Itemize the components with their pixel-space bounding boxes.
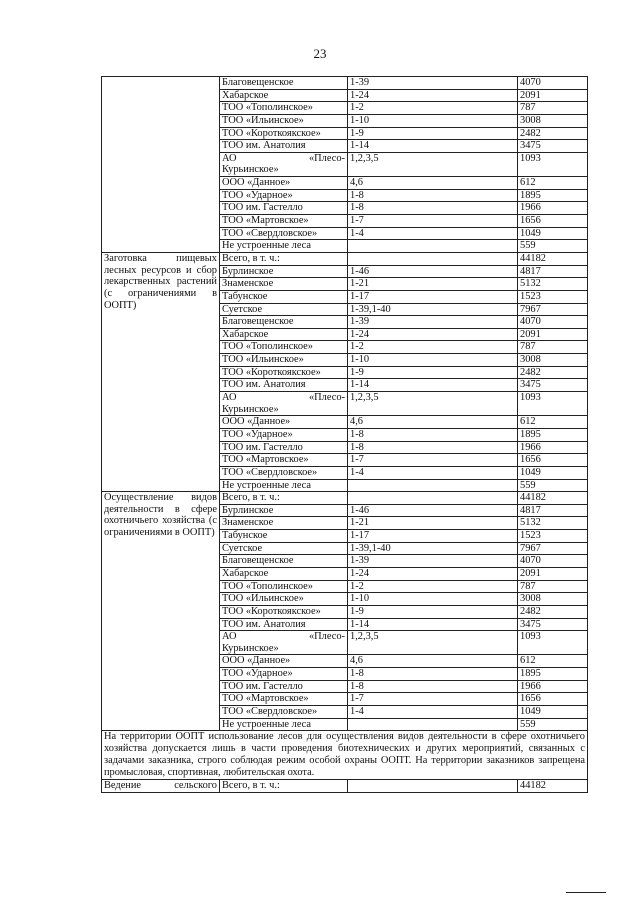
quarter-numbers: 1-10 (348, 114, 518, 127)
area-ha: 2091 (518, 567, 588, 580)
area-ha: 787 (518, 341, 588, 354)
area-name: ТОО «Тополинское» (220, 102, 348, 115)
area-name: Знаменское (220, 517, 348, 530)
area-ha: 1895 (518, 189, 588, 202)
quarter-numbers: 1-8 (348, 668, 518, 681)
area-ha: 1966 (518, 680, 588, 693)
quarter-numbers (348, 492, 518, 505)
area-ha: 3475 (518, 618, 588, 631)
signature-line (566, 892, 606, 893)
area-ha: 1049 (518, 227, 588, 240)
quarter-numbers (348, 718, 518, 731)
area-ha: 1895 (518, 668, 588, 681)
area-name: ТОО «Ударное» (220, 668, 348, 681)
quarter-numbers: 1-8 (348, 202, 518, 215)
area-name: Благовещенское (220, 555, 348, 568)
area-ha: 2482 (518, 127, 588, 140)
area-ha: 1966 (518, 202, 588, 215)
area-name: ТОО «Ильинское» (220, 593, 348, 606)
area-ha: 559 (518, 718, 588, 731)
area-name: Табунское (220, 530, 348, 543)
area-ha: 7967 (518, 542, 588, 555)
area-ha: 5132 (518, 278, 588, 291)
total-row (102, 492, 588, 505)
area-ha: 4817 (518, 504, 588, 517)
area-name: Суетское (220, 542, 348, 555)
activity-name: Заготовка пищевых лесных ресурсов и сбор лекарственных растений (с ограничениями в ООПТ) (102, 252, 220, 491)
area-ha: 1523 (518, 290, 588, 303)
activity-name-text: Ведение сельского (104, 780, 217, 792)
area-name: ТОО «Мартовское» (220, 454, 348, 467)
area-ha: 612 (518, 416, 588, 429)
note-text: На территории ООПТ использование лесов для осуществления видов деятельности в сфере охотничьего хозяйства допускается лишь в части проведения биотехнических и других мероприятий, связанных с задачами заказника, строго соблюдая режим особой охраны ООПТ. На территории заказников запрещена промысловая, спортивная, любительская охота. (102, 731, 588, 780)
area-name: ТОО «Тополинское» (220, 580, 348, 593)
area-name: Благовещенское (220, 77, 348, 90)
area-ha: 2091 (518, 328, 588, 341)
area-ha: 1656 (518, 693, 588, 706)
quarter-numbers: 1-2 (348, 341, 518, 354)
quarter-numbers: 1,2,3,5 (348, 631, 518, 655)
quarter-numbers: 1-10 (348, 354, 518, 367)
area-ha: 1093 (518, 631, 588, 655)
quarter-numbers: 1-7 (348, 215, 518, 228)
quarter-numbers: 1-39,1-40 (348, 303, 518, 316)
quarter-numbers (348, 780, 518, 793)
area-name: ТОО «Тополинское» (220, 341, 348, 354)
activity-continued (102, 77, 220, 253)
area-ha: 1656 (518, 454, 588, 467)
total-area: 44182 (518, 492, 588, 505)
quarter-numbers: 1-7 (348, 454, 518, 467)
area-name: ТОО им. Анатолия (220, 140, 348, 153)
quarter-numbers: 1-39 (348, 555, 518, 568)
quarter-numbers: 1,2,3,5 (348, 392, 518, 416)
area-ha: 2482 (518, 605, 588, 618)
area-name: ТОО «Ильинское» (220, 354, 348, 367)
area-name: Хабарское (220, 328, 348, 341)
area-name: ТОО «Короткоякское» (220, 127, 348, 140)
area-ha: 1093 (518, 152, 588, 176)
total-label: Всего, в т. ч.: (220, 252, 348, 265)
area-name: ТОО им. Анатолия (220, 379, 348, 392)
area-ha: 1523 (518, 530, 588, 543)
quarter-numbers: 1-39,1-40 (348, 542, 518, 555)
area-name: Благовещенское (220, 316, 348, 329)
quarter-numbers: 1-39 (348, 77, 518, 90)
area-name: ТОО им. Гастелло (220, 441, 348, 454)
quarter-numbers: 1-7 (348, 693, 518, 706)
area-ha: 4070 (518, 316, 588, 329)
area-ha: 3008 (518, 114, 588, 127)
quarter-numbers: 1-21 (348, 517, 518, 530)
area-name-part: АО (222, 631, 237, 643)
area-name: ТОО «Ударное» (220, 428, 348, 441)
area-name: ТОО «Короткоякское» (220, 366, 348, 379)
area-name: Не устроенные леса (220, 718, 348, 731)
quarter-numbers: 1-8 (348, 441, 518, 454)
area-ha: 4070 (518, 555, 588, 568)
area-name-part: Курьинское» (222, 403, 279, 415)
area-name-part: АО (222, 392, 237, 404)
area-ha: 787 (518, 580, 588, 593)
area-name: ТОО им. Гастелло (220, 202, 348, 215)
area-name: ТОО им. Гастелло (220, 680, 348, 693)
area-ha: 5132 (518, 517, 588, 530)
quarter-numbers: 1-10 (348, 593, 518, 606)
area-ha: 3008 (518, 354, 588, 367)
area-ha: 1966 (518, 441, 588, 454)
area-name: ТОО им. Анатолия (220, 618, 348, 631)
area-name: Хабарское (220, 567, 348, 580)
quarter-numbers: 4,6 (348, 655, 518, 668)
total-row (102, 252, 588, 265)
table-row (102, 77, 588, 90)
quarter-numbers: 1-4 (348, 706, 518, 719)
total-area: 44182 (518, 252, 588, 265)
area-name: Бурлинское (220, 504, 348, 517)
forest-use-table (101, 76, 588, 793)
area-name: Не устроенные леса (220, 240, 348, 253)
area-name: Суетское (220, 303, 348, 316)
area-name-part: «Плесо- (308, 152, 345, 164)
quarter-numbers: 1-21 (348, 278, 518, 291)
area-name: ТОО «Свердловское» (220, 466, 348, 479)
quarter-numbers: 1-39 (348, 316, 518, 329)
area-name-part: «Плесо- (308, 631, 345, 643)
area-name-part: «Плесо- (308, 392, 345, 404)
area-name: ООО «Данное» (220, 416, 348, 429)
area-ha: 1049 (518, 466, 588, 479)
quarter-numbers (348, 240, 518, 253)
activity-name (102, 780, 220, 793)
quarter-numbers: 1-14 (348, 618, 518, 631)
area-name: Знаменское (220, 278, 348, 291)
area-name-part: АО (222, 152, 237, 164)
area-name (220, 152, 348, 176)
quarter-numbers: 1-24 (348, 567, 518, 580)
quarter-numbers: 1-8 (348, 680, 518, 693)
area-name: ТОО «Свердловское» (220, 227, 348, 240)
area-name: ТОО «Мартовское» (220, 215, 348, 228)
quarter-numbers: 1-46 (348, 504, 518, 517)
area-ha: 1049 (518, 706, 588, 719)
quarter-numbers: 1-17 (348, 530, 518, 543)
area-ha: 3008 (518, 593, 588, 606)
area-ha: 612 (518, 655, 588, 668)
area-name-part: Курьинское» (222, 642, 279, 654)
area-ha: 4070 (518, 77, 588, 90)
quarter-numbers: 1-4 (348, 227, 518, 240)
quarter-numbers: 1-9 (348, 127, 518, 140)
area-name: ТОО «Свердловское» (220, 706, 348, 719)
area-ha: 1895 (518, 428, 588, 441)
quarter-numbers: 1-24 (348, 328, 518, 341)
area-ha: 2482 (518, 366, 588, 379)
area-ha: 612 (518, 177, 588, 190)
quarter-numbers: 1,2,3,5 (348, 152, 518, 176)
area-ha: 3475 (518, 140, 588, 153)
area-ha: 787 (518, 102, 588, 115)
area-name: ООО «Данное» (220, 177, 348, 190)
quarter-numbers: 1-4 (348, 466, 518, 479)
area-ha: 1093 (518, 392, 588, 416)
quarter-numbers: 1-2 (348, 580, 518, 593)
total-row (102, 780, 588, 793)
area-name-part: Курьинское» (222, 164, 279, 176)
area-name: ТОО «Короткоякское» (220, 605, 348, 618)
quarter-numbers: 1-14 (348, 379, 518, 392)
quarter-numbers: 4,6 (348, 416, 518, 429)
page-number: 23 (313, 46, 327, 61)
quarter-numbers: 1-24 (348, 89, 518, 102)
quarter-numbers (348, 479, 518, 492)
area-name: Не устроенные леса (220, 479, 348, 492)
area-ha: 2091 (518, 89, 588, 102)
quarter-numbers: 1-14 (348, 140, 518, 153)
area-name (220, 631, 348, 655)
quarter-numbers: 4,6 (348, 177, 518, 190)
area-name: ТОО «Ударное» (220, 189, 348, 202)
total-label: Всего, в т. ч.: (220, 492, 348, 505)
area-name: Хабарское (220, 89, 348, 102)
area-ha: 7967 (518, 303, 588, 316)
area-name: ТОО «Ильинское» (220, 114, 348, 127)
area-ha: 3475 (518, 379, 588, 392)
quarter-numbers: 1-17 (348, 290, 518, 303)
quarter-numbers: 1-2 (348, 102, 518, 115)
area-name: ТОО «Мартовское» (220, 693, 348, 706)
quarter-numbers (348, 252, 518, 265)
total-area: 44182 (518, 780, 588, 793)
activity-name: Осуществление видов деятельности в сфере охотничьего хозяйства (с ограничениями в ООПТ) (102, 492, 220, 731)
quarter-numbers: 1-9 (348, 605, 518, 618)
area-ha: 559 (518, 479, 588, 492)
quarter-numbers: 1-8 (348, 189, 518, 202)
area-name: Бурлинское (220, 265, 348, 278)
quarter-numbers: 1-46 (348, 265, 518, 278)
note-row (102, 731, 588, 780)
area-name (220, 392, 348, 416)
total-label: Всего, в т. ч.: (220, 780, 348, 793)
area-ha: 559 (518, 240, 588, 253)
quarter-numbers: 1-8 (348, 428, 518, 441)
area-ha: 1656 (518, 215, 588, 228)
area-name: Табунское (220, 290, 348, 303)
area-name: ООО «Данное» (220, 655, 348, 668)
area-ha: 4817 (518, 265, 588, 278)
quarter-numbers: 1-9 (348, 366, 518, 379)
